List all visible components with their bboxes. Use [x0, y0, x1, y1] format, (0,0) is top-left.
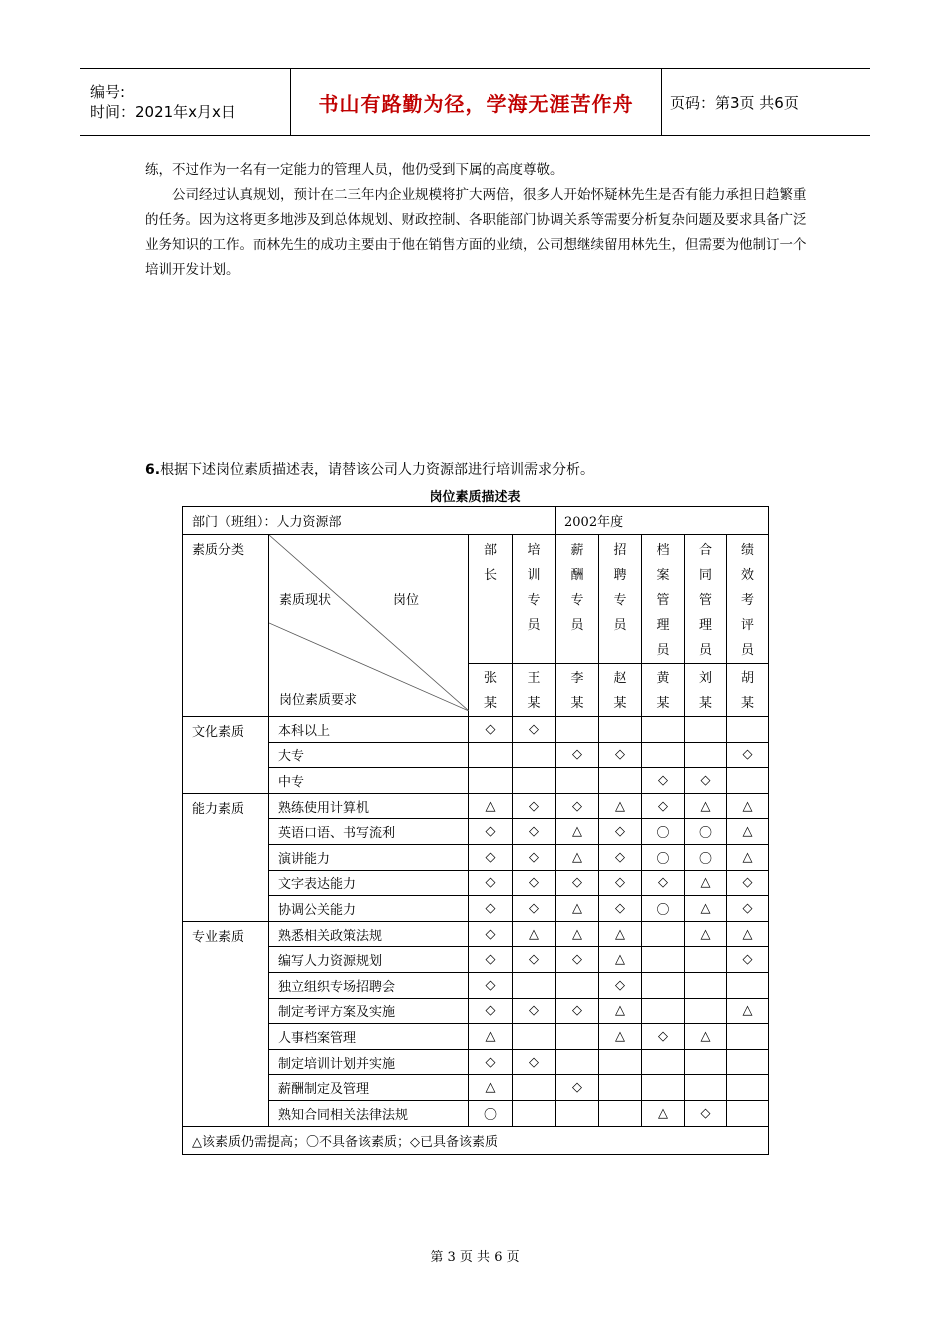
status-mark [727, 972, 769, 998]
position-label: 部长 [484, 543, 498, 583]
status-mark [556, 768, 599, 794]
table-row [183, 1075, 769, 1101]
status-mark [556, 1024, 599, 1050]
status-mark: ◇ [469, 972, 513, 998]
quality-table [182, 506, 769, 1155]
status-mark: ◇ [556, 742, 599, 768]
legend-row [183, 1126, 769, 1154]
status-mark: △ [685, 1024, 727, 1050]
status-mark: △ [556, 896, 599, 922]
person-label: 王某 [527, 671, 541, 711]
requirement-item: 熟练使用计算机 [269, 793, 469, 819]
status-mark: ◇ [469, 870, 513, 896]
paragraph-2: 公司经过认真规划，预计在二三年内企业规模将扩大两倍，很多人开始怀疑林先生是否有能力承担日趋繁重的任务。因为这将更多地涉及到总体规划、财政控制、各职能部门协调关系等需要分析复杂问题及要求具备广泛业务知识的工作。而林先生的成功主要由于他在销售方面的业绩，公司想继续留用林先生，但需要为他制订一个培训开发计划。 [145, 187, 807, 278]
status-mark [685, 717, 727, 743]
status-mark: ◇ [599, 896, 642, 922]
status-mark: ◇ [513, 998, 556, 1024]
table-row [183, 896, 769, 922]
position-header [556, 535, 599, 664]
status-mark: ◇ [556, 998, 599, 1024]
status-mark [727, 768, 769, 794]
status-mark [513, 1100, 556, 1126]
status-mark: △ [469, 1075, 513, 1101]
question-number: 6. [145, 462, 161, 478]
status-mark [727, 717, 769, 743]
status-mark: ◇ [469, 717, 513, 743]
status-mark: ◇ [513, 717, 556, 743]
page-label: 页码：第3页 共6页 [662, 69, 871, 136]
status-mark [513, 1075, 556, 1101]
status-mark: ◇ [513, 1049, 556, 1075]
status-mark [642, 972, 685, 998]
position-header [469, 535, 513, 664]
requirement-item: 熟悉相关政策法规 [269, 921, 469, 947]
position-label: 招聘专员 [613, 543, 627, 633]
status-mark: △ [556, 819, 599, 845]
status-mark: ◇ [513, 793, 556, 819]
status-mark [599, 1100, 642, 1126]
position-label: 薪酬专员 [570, 543, 584, 633]
status-mark: ◇ [556, 793, 599, 819]
requirement-item: 大专 [269, 742, 469, 768]
requirement-item: 本科以上 [269, 717, 469, 743]
status-mark: ◇ [599, 844, 642, 870]
status-mark: ◇ [469, 947, 513, 973]
position-label: 培训专员 [527, 543, 541, 633]
status-mark: ◇ [556, 947, 599, 973]
status-mark [556, 717, 599, 743]
status-mark [727, 1100, 769, 1126]
person-label: 赵某 [613, 671, 627, 711]
status-mark: △ [685, 793, 727, 819]
paragraph-1: 练，不过作为一名有一定能力的管理人员，他仍受到下属的高度尊敬。 [145, 162, 564, 178]
person-name [599, 664, 642, 717]
requirement-item: 制定培训计划并实施 [269, 1049, 469, 1075]
status-mark: △ [727, 998, 769, 1024]
status-mark [727, 1049, 769, 1075]
diag-status-label: 素质现状 [279, 593, 332, 608]
requirement-item: 编写人力资源规划 [269, 947, 469, 973]
status-mark [685, 1075, 727, 1101]
position-header [599, 535, 642, 664]
diagonal-lines [269, 535, 469, 711]
status-mark: △ [685, 870, 727, 896]
person-name [685, 664, 727, 717]
status-mark [556, 972, 599, 998]
position-header [513, 535, 556, 664]
person-label: 张某 [484, 671, 498, 711]
status-mark [469, 768, 513, 794]
status-mark: △ [727, 819, 769, 845]
status-mark [556, 1049, 599, 1075]
status-mark [642, 921, 685, 947]
question [145, 459, 594, 479]
status-mark [599, 1049, 642, 1075]
status-mark [642, 742, 685, 768]
status-mark: ◇ [556, 870, 599, 896]
status-mark: △ [727, 793, 769, 819]
table-row [183, 1049, 769, 1075]
table-row [183, 1024, 769, 1050]
page-footer: 第 3 页 共 6 页 [430, 1250, 520, 1265]
category-cell: 文化素质 [183, 717, 269, 794]
status-mark [599, 1075, 642, 1101]
status-mark: ◇ [685, 768, 727, 794]
diagonal-header [269, 535, 469, 717]
person-name [556, 664, 599, 717]
requirement-item: 熟知合同相关法律法规 [269, 1100, 469, 1126]
status-mark [513, 1024, 556, 1050]
motto: 书山有路勤为径，学海无涯苦作舟 [318, 91, 634, 116]
position-header [727, 535, 769, 664]
table-row [183, 972, 769, 998]
person-label: 李某 [570, 671, 584, 711]
requirement-item: 薪酬制定及管理 [269, 1075, 469, 1101]
status-mark: ◇ [685, 1100, 727, 1126]
position-label: 绩效考评员 [741, 543, 755, 658]
position-label: 档案管理员 [656, 543, 670, 658]
status-mark [513, 972, 556, 998]
status-mark [513, 768, 556, 794]
status-mark: △ [556, 844, 599, 870]
status-mark: ◇ [727, 742, 769, 768]
status-mark: ◇ [556, 1075, 599, 1101]
status-mark: ◇ [469, 1049, 513, 1075]
status-mark: ◇ [513, 870, 556, 896]
status-mark [599, 717, 642, 743]
table-row [183, 742, 769, 768]
status-mark: △ [599, 1024, 642, 1050]
header-motto-cell [291, 69, 662, 136]
status-mark: ◇ [727, 947, 769, 973]
status-mark [642, 998, 685, 1024]
dept-label: 部门（班组）：人力资源部 [183, 507, 556, 535]
status-mark: 〇 [642, 896, 685, 922]
time-label: 时间：2021年x月x日 [90, 103, 236, 121]
status-mark: △ [599, 921, 642, 947]
requirement-item: 制定考评方案及实施 [269, 998, 469, 1024]
status-mark: ◇ [642, 793, 685, 819]
status-mark: △ [599, 998, 642, 1024]
status-mark: △ [685, 896, 727, 922]
status-mark [685, 1049, 727, 1075]
status-mark [685, 972, 727, 998]
table-row [183, 768, 769, 794]
person-label: 刘某 [699, 671, 713, 711]
header-meta [80, 69, 291, 136]
status-mark: ◇ [469, 998, 513, 1024]
status-mark [556, 1100, 599, 1126]
status-mark: ◇ [513, 947, 556, 973]
table-row [183, 793, 769, 819]
status-mark [642, 947, 685, 973]
number-label: 编号: [90, 83, 126, 101]
person-name [513, 664, 556, 717]
category-header: 素质分类 [183, 535, 269, 717]
requirement-item: 文字表达能力 [269, 870, 469, 896]
category-cell: 能力素质 [183, 793, 269, 921]
status-mark: ◇ [599, 819, 642, 845]
status-mark: 〇 [642, 844, 685, 870]
status-mark [685, 742, 727, 768]
status-mark: △ [469, 793, 513, 819]
status-mark: ◇ [599, 972, 642, 998]
person-name [642, 664, 685, 717]
requirement-item: 中专 [269, 768, 469, 794]
status-mark: △ [599, 947, 642, 973]
table-row [183, 921, 769, 947]
status-mark: ◇ [642, 768, 685, 794]
status-mark: △ [685, 921, 727, 947]
status-mark: 〇 [642, 819, 685, 845]
position-header [642, 535, 685, 664]
requirement-item: 演讲能力 [269, 844, 469, 870]
table-row [183, 947, 769, 973]
diag-position-label: 岗位 [393, 593, 420, 608]
table-row [183, 1100, 769, 1126]
status-mark [685, 947, 727, 973]
person-name [469, 664, 513, 717]
status-mark: ◇ [469, 921, 513, 947]
category-cell: 专业素质 [183, 921, 269, 1126]
status-mark: ◇ [642, 1024, 685, 1050]
status-mark: ◇ [599, 870, 642, 896]
status-mark: ◇ [469, 896, 513, 922]
status-mark: 〇 [685, 844, 727, 870]
person-name [727, 664, 769, 717]
status-mark [727, 1024, 769, 1050]
status-mark [642, 1075, 685, 1101]
status-mark: ◇ [642, 870, 685, 896]
status-mark [642, 1049, 685, 1075]
status-mark: ◇ [469, 844, 513, 870]
requirement-item: 协调公关能力 [269, 896, 469, 922]
position-label: 合同管理员 [699, 543, 713, 658]
status-mark: △ [727, 844, 769, 870]
status-mark: ◇ [513, 819, 556, 845]
body-text [145, 158, 815, 283]
status-mark [642, 717, 685, 743]
year-label: 2002年度 [556, 507, 769, 535]
table-row [183, 819, 769, 845]
status-mark [685, 998, 727, 1024]
table-row [183, 717, 769, 743]
position-header [685, 535, 727, 664]
status-mark: ◇ [727, 870, 769, 896]
status-mark: △ [469, 1024, 513, 1050]
status-mark [727, 1075, 769, 1101]
requirement-item: 英语口语、书写流利 [269, 819, 469, 845]
status-mark: 〇 [469, 1100, 513, 1126]
person-label: 胡某 [741, 671, 755, 711]
status-mark: 〇 [685, 819, 727, 845]
page-header [80, 68, 870, 136]
requirement-item: 人事档案管理 [269, 1024, 469, 1050]
status-mark [469, 742, 513, 768]
status-mark: ◇ [513, 896, 556, 922]
person-label: 黄某 [656, 671, 670, 711]
question-text: 根据下述岗位素质描述表，请替该公司人力资源部进行培训需求分析。 [160, 462, 595, 478]
status-mark: △ [642, 1100, 685, 1126]
status-mark: △ [513, 921, 556, 947]
status-mark: △ [727, 921, 769, 947]
status-mark: ◇ [727, 896, 769, 922]
status-mark [599, 768, 642, 794]
status-mark: ◇ [599, 742, 642, 768]
status-mark: △ [556, 921, 599, 947]
diag-requirement-label: 岗位素质要求 [279, 693, 358, 708]
requirement-item: 独立组织专场招聘会 [269, 972, 469, 998]
table-title: 岗位素质描述表 [429, 490, 521, 505]
status-mark [513, 742, 556, 768]
status-mark: ◇ [513, 844, 556, 870]
table-row [183, 844, 769, 870]
table-row [183, 998, 769, 1024]
status-mark: ◇ [469, 819, 513, 845]
legend: △该素质仍需提高；〇不具备该素质；◇已具备该素质 [183, 1126, 769, 1154]
status-mark: △ [599, 793, 642, 819]
table-row [183, 870, 769, 896]
